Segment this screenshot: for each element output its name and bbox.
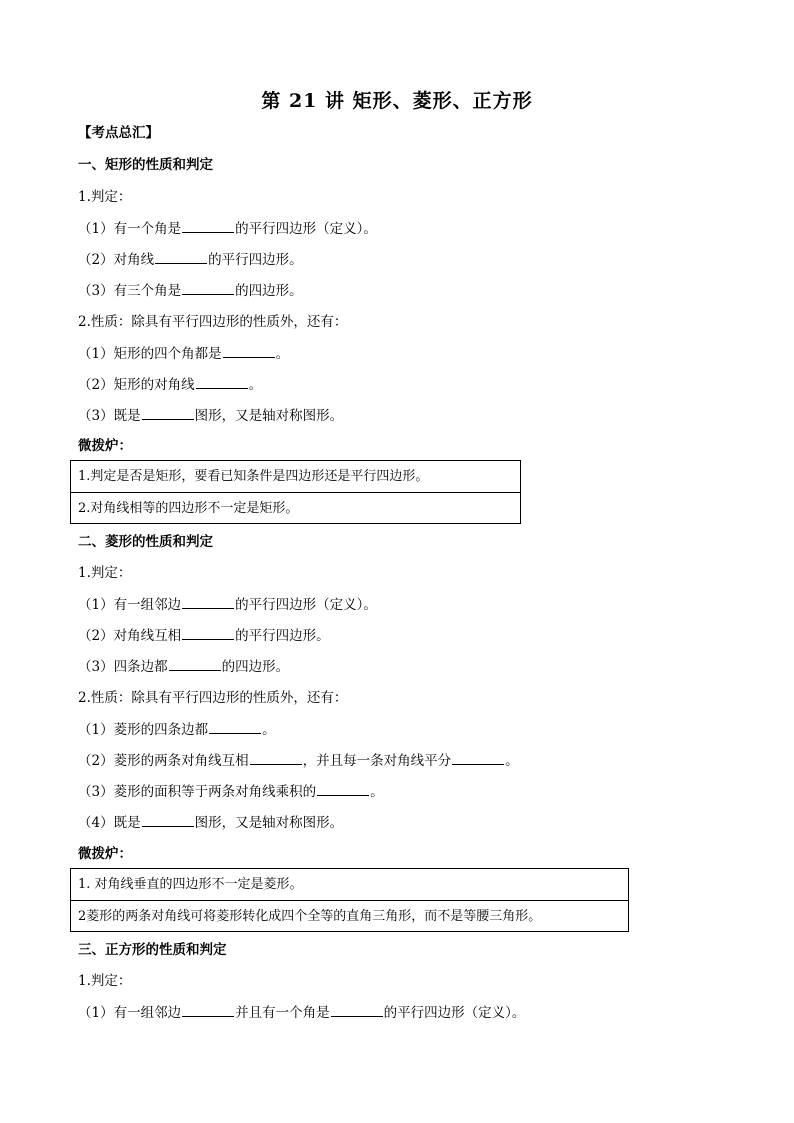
fill-blank[interactable]: [169, 657, 221, 671]
rhombus-prop-3-post: 。: [370, 784, 384, 800]
square-judge-label: 1.判定：: [78, 973, 132, 989]
rect-prop-3-post: 图形，又是轴对称图形。: [194, 408, 344, 424]
rect-judge-2-post: 的平行四边形。: [208, 252, 303, 268]
fill-blank[interactable]: [317, 782, 369, 796]
fill-blank[interactable]: [182, 219, 234, 233]
rhombus-judge-1-pre: （1）有一组邻边: [78, 597, 182, 613]
rect-judge-3-pre: （3）有三个角是: [78, 283, 182, 299]
rect-prop-1-post: 。: [275, 346, 290, 362]
rhombus-prop-1: [78, 720, 276, 739]
rect-judge-3: [78, 281, 303, 300]
rect-prop-2: [78, 375, 262, 394]
rect-tip-1: 1.判定是否是矩形，要看已知条件是四边形还是平行四边形。: [78, 469, 429, 484]
fill-blank[interactable]: [155, 250, 207, 264]
rhombus-judge-1: [78, 595, 377, 614]
rhombus-prop-3: [78, 782, 384, 801]
rhombus-tip-2: 2菱形的两条对角线可将菱形转化成四个全等的直角三角形，而不是等腰三角形。: [71, 900, 628, 931]
rect-heading: 一、矩形的性质和判定: [78, 157, 213, 173]
rect-judge-1: [78, 219, 377, 238]
fill-blank[interactable]: [182, 595, 234, 609]
rect-judge-label: 1.判定：: [78, 189, 132, 205]
fill-blank[interactable]: [331, 1003, 383, 1017]
fill-blank[interactable]: [182, 1003, 234, 1017]
square-heading: 三、正方形的性质和判定: [78, 942, 227, 958]
rhombus-judge-label: 1.判定：: [78, 565, 132, 581]
rhombus-prop-2-pre: （2）菱形的两条对角线互相: [78, 753, 249, 769]
rhombus-heading: 二、菱形的性质和判定: [78, 534, 213, 550]
fill-blank[interactable]: [452, 751, 504, 765]
rhombus-judge-3-post: 的四边形。: [221, 659, 290, 675]
rect-prop-3: [78, 406, 343, 425]
rect-prop-label: 2.性质：除具有平行四边形的性质外，还有：: [78, 314, 348, 330]
rhombus-prop-2-post: 。: [505, 753, 519, 769]
square-judge-1: [78, 1003, 525, 1022]
rect-prop-2-post: 。: [248, 377, 263, 393]
rect-prop-2-pre: （2）矩形的对角线: [78, 377, 195, 393]
rhombus-tip-label: 微拨炉：: [78, 846, 132, 862]
rhombus-judge-1-post: 的平行四边形（定义）。: [235, 597, 377, 613]
rhombus-judge-2-pre: （2）对角线互相: [78, 628, 182, 644]
fill-blank[interactable]: [223, 344, 275, 358]
rect-tip-label: 微拨炉：: [78, 438, 132, 454]
rect-judge-2: [78, 250, 303, 269]
fill-blank[interactable]: [142, 406, 194, 420]
rhombus-judge-3: [78, 657, 289, 676]
square-judge-1-post: 的平行四边形（定义）。: [383, 1005, 526, 1021]
fill-blank[interactable]: [142, 813, 194, 827]
rect-tip-2: 2.对角线相等的四边形不一定是矩形。: [71, 492, 520, 523]
square-judge-1-pre: （1）有一组邻边: [78, 1005, 182, 1021]
rhombus-prop-label: 2.性质：除具有平行四边形的性质外，还有：: [78, 690, 348, 706]
rhombus-prop-1-pre: （1）菱形的四条边都: [78, 722, 209, 738]
fill-blank[interactable]: [182, 281, 234, 295]
rect-prop-1: [78, 344, 289, 363]
rhombus-prop-2: [78, 751, 519, 770]
rhombus-judge-3-pre: （3）四条边都: [78, 659, 168, 675]
rect-judge-2-pre: （2）对角线: [78, 252, 155, 268]
rhombus-prop-2-mid: ，并且每一条对角线平分: [302, 753, 452, 769]
rhombus-prop-3-pre: （3）菱形的面积等于两条对角线乘积的: [78, 784, 317, 800]
rhombus-prop-1-post: 。: [262, 722, 276, 738]
rhombus-prop-4-post: 图形，又是轴对称图形。: [194, 815, 344, 831]
fill-blank[interactable]: [196, 375, 248, 389]
summary-label: 【考点总汇】: [78, 125, 159, 141]
rhombus-prop-4: [78, 813, 343, 832]
rect-prop-3-pre: （3）既是: [78, 408, 141, 424]
square-judge-1-mid: 并且有一个角是: [235, 1005, 330, 1021]
fill-blank[interactable]: [182, 626, 234, 640]
rhombus-tip-1: 1. 对角线垂直的四边形不一定是菱形。: [78, 877, 303, 892]
page-title: 第 21 讲 矩形、菱形、正方形: [261, 90, 533, 112]
fill-blank[interactable]: [209, 720, 261, 734]
rhombus-prop-4-pre: （4）既是: [78, 815, 141, 831]
rhombus-tip-box: [70, 868, 629, 932]
rhombus-judge-2: [78, 626, 330, 645]
rect-prop-1-pre: （1）矩形的四个角都是: [78, 346, 222, 362]
fill-blank[interactable]: [250, 751, 302, 765]
rhombus-judge-2-post: 的平行四边形。: [235, 628, 330, 644]
rect-judge-3-post: 的四边形。: [235, 283, 303, 299]
rect-tip-box: [70, 460, 521, 524]
rect-judge-1-post: 的平行四边形（定义）。: [235, 221, 377, 237]
rect-judge-1-pre: （1）有一个角是: [78, 221, 182, 237]
